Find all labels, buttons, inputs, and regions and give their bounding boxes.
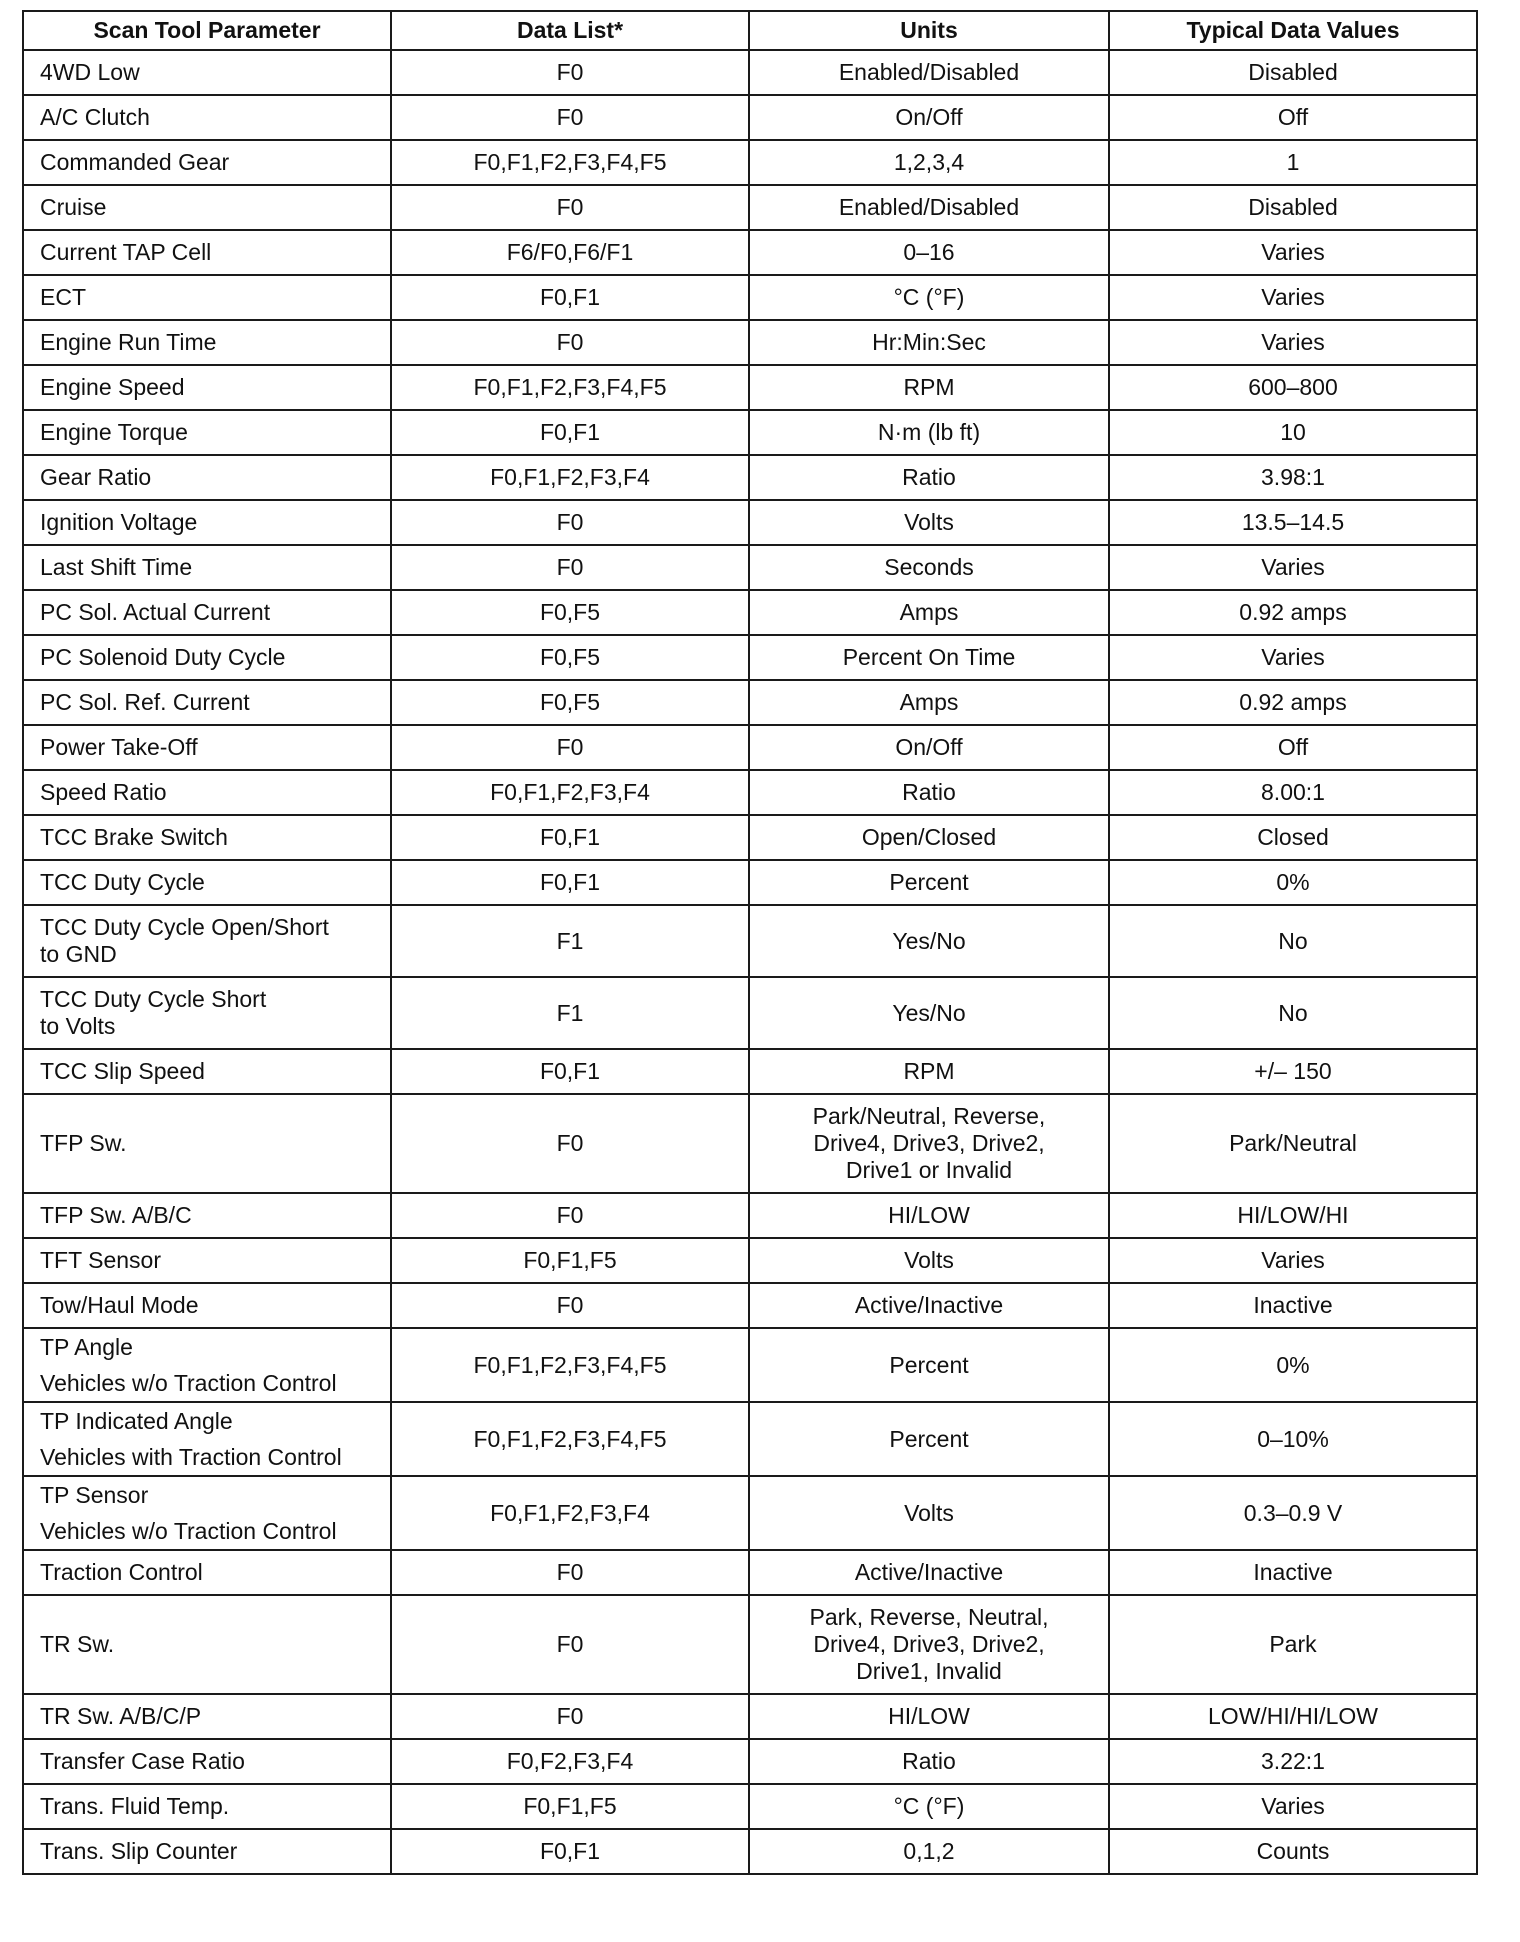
cell-data-list: F0,F1,F5: [391, 1784, 749, 1829]
table-row: [23, 455, 1477, 500]
table-row: [23, 1094, 1477, 1193]
cell-typical-value: Varies: [1109, 320, 1477, 365]
cell-parameter: PC Sol. Ref. Current: [23, 680, 391, 725]
cell-data-list: F0,F2,F3,F4: [391, 1739, 749, 1784]
cell-data-list: F0,F5: [391, 590, 749, 635]
table-header: [23, 11, 1477, 50]
cell-units: 0,1,2: [749, 1829, 1109, 1874]
cell-units: N·m (lb ft): [749, 410, 1109, 455]
cell-data-list: F0,F1: [391, 1829, 749, 1874]
table-row: [23, 1829, 1477, 1874]
cell-typical-value: Off: [1109, 95, 1477, 140]
cell-parameter: TP Angle Vehicles w/o Traction Control: [23, 1328, 391, 1402]
cell-data-list: F1: [391, 977, 749, 1049]
cell-data-list: F0: [391, 1283, 749, 1328]
cell-typical-value: 3.22:1: [1109, 1739, 1477, 1784]
cell-units: Open/Closed: [749, 815, 1109, 860]
cell-units: Ratio: [749, 455, 1109, 500]
cell-parameter: Traction Control: [23, 1550, 391, 1595]
cell-data-list: F0,F5: [391, 635, 749, 680]
cell-typical-value: +/– 150: [1109, 1049, 1477, 1094]
cell-typical-value: Closed: [1109, 815, 1477, 860]
header-scan-tool-parameter: Scan Tool Parameter: [23, 11, 391, 50]
cell-parameter: TCC Slip Speed: [23, 1049, 391, 1094]
table-row: [23, 365, 1477, 410]
cell-units: Volts: [749, 500, 1109, 545]
cell-typical-value: Counts: [1109, 1829, 1477, 1874]
cell-units: 1,2,3,4: [749, 140, 1109, 185]
cell-units: Percent: [749, 1328, 1109, 1402]
cell-parameter: TP Indicated Angle Vehicles with Traction Control: [23, 1402, 391, 1476]
header-units: Units: [749, 11, 1109, 50]
cell-units: HI/LOW: [749, 1193, 1109, 1238]
cell-data-list: F0,F1,F2,F3,F4: [391, 1476, 749, 1550]
cell-data-list: F0: [391, 545, 749, 590]
cell-units: Park/Neutral, Reverse, Drive4, Drive3, Drive2, Drive1 or Invalid: [749, 1094, 1109, 1193]
cell-parameter: TFP Sw.: [23, 1094, 391, 1193]
cell-units: Ratio: [749, 1739, 1109, 1784]
cell-parameter: TP Sensor Vehicles w/o Traction Control: [23, 1476, 391, 1550]
cell-typical-value: 0.92 amps: [1109, 680, 1477, 725]
cell-typical-value: 0.92 amps: [1109, 590, 1477, 635]
cell-units: Percent: [749, 860, 1109, 905]
cell-typical-value: Varies: [1109, 1784, 1477, 1829]
table-row: [23, 905, 1477, 977]
table-row: [23, 1238, 1477, 1283]
cell-parameter: Tow/Haul Mode: [23, 1283, 391, 1328]
table-row: [23, 140, 1477, 185]
cell-units: HI/LOW: [749, 1694, 1109, 1739]
cell-typical-value: Varies: [1109, 635, 1477, 680]
cell-units: RPM: [749, 1049, 1109, 1094]
table-row: [23, 1283, 1477, 1328]
cell-units: °C (°F): [749, 275, 1109, 320]
cell-parameter: TCC Duty Cycle Open/Short to GND: [23, 905, 391, 977]
cell-data-list: F0: [391, 185, 749, 230]
cell-parameter: Power Take-Off: [23, 725, 391, 770]
cell-parameter: TCC Duty Cycle Short to Volts: [23, 977, 391, 1049]
cell-typical-value: LOW/HI/HI/LOW: [1109, 1694, 1477, 1739]
table-row: [23, 590, 1477, 635]
cell-typical-value: Varies: [1109, 230, 1477, 275]
table-row: [23, 1476, 1477, 1550]
cell-units: Amps: [749, 680, 1109, 725]
cell-typical-value: Inactive: [1109, 1550, 1477, 1595]
cell-parameter: TCC Duty Cycle: [23, 860, 391, 905]
cell-data-list: F0,F1: [391, 1049, 749, 1094]
cell-data-list: F0: [391, 1595, 749, 1694]
cell-parameter: A/C Clutch: [23, 95, 391, 140]
cell-typical-value: Off: [1109, 725, 1477, 770]
cell-units: °C (°F): [749, 1784, 1109, 1829]
cell-units: Park, Reverse, Neutral, Drive4, Drive3, Drive2, Drive1, Invalid: [749, 1595, 1109, 1694]
cell-data-list: F0: [391, 500, 749, 545]
table-row: [23, 1402, 1477, 1476]
table-row: [23, 275, 1477, 320]
cell-parameter: Gear Ratio: [23, 455, 391, 500]
cell-units: Seconds: [749, 545, 1109, 590]
cell-parameter: ECT: [23, 275, 391, 320]
cell-units: On/Off: [749, 95, 1109, 140]
table-row: [23, 977, 1477, 1049]
cell-parameter: Engine Run Time: [23, 320, 391, 365]
table-row: [23, 1193, 1477, 1238]
cell-units: Ratio: [749, 770, 1109, 815]
cell-parameter: Current TAP Cell: [23, 230, 391, 275]
cell-units: RPM: [749, 365, 1109, 410]
cell-units: On/Off: [749, 725, 1109, 770]
cell-parameter: TR Sw.: [23, 1595, 391, 1694]
table-row: [23, 725, 1477, 770]
cell-units: Volts: [749, 1476, 1109, 1550]
table-row: [23, 545, 1477, 590]
cell-data-list: F0,F1: [391, 860, 749, 905]
cell-data-list: F0: [391, 1550, 749, 1595]
cell-parameter: PC Sol. Actual Current: [23, 590, 391, 635]
table-row: [23, 1784, 1477, 1829]
table-row: [23, 50, 1477, 95]
table-row: [23, 410, 1477, 455]
cell-typical-value: 13.5–14.5: [1109, 500, 1477, 545]
cell-parameter: Trans. Fluid Temp.: [23, 1784, 391, 1829]
cell-parameter: Last Shift Time: [23, 545, 391, 590]
cell-typical-value: No: [1109, 905, 1477, 977]
cell-typical-value: Disabled: [1109, 50, 1477, 95]
cell-units: Active/Inactive: [749, 1283, 1109, 1328]
cell-typical-value: Disabled: [1109, 185, 1477, 230]
cell-typical-value: HI/LOW/HI: [1109, 1193, 1477, 1238]
cell-typical-value: 3.98:1: [1109, 455, 1477, 500]
table-row: [23, 1694, 1477, 1739]
cell-data-list: F0,F1: [391, 410, 749, 455]
cell-data-list: F0,F1,F5: [391, 1238, 749, 1283]
cell-units: Yes/No: [749, 905, 1109, 977]
header-data-list: Data List*: [391, 11, 749, 50]
cell-data-list: F0,F1,F2,F3,F4,F5: [391, 1328, 749, 1402]
cell-typical-value: Varies: [1109, 1238, 1477, 1283]
cell-units: Amps: [749, 590, 1109, 635]
cell-typical-value: 0%: [1109, 1328, 1477, 1402]
cell-typical-value: No: [1109, 977, 1477, 1049]
cell-parameter: 4WD Low: [23, 50, 391, 95]
table-row: [23, 680, 1477, 725]
cell-parameter: TFP Sw. A/B/C: [23, 1193, 391, 1238]
cell-typical-value: 10: [1109, 410, 1477, 455]
cell-parameter: Trans. Slip Counter: [23, 1829, 391, 1874]
cell-data-list: F0: [391, 1694, 749, 1739]
cell-data-list: F6/F0,F6/F1: [391, 230, 749, 275]
cell-typical-value: Inactive: [1109, 1283, 1477, 1328]
table-row: [23, 635, 1477, 680]
cell-parameter: Speed Ratio: [23, 770, 391, 815]
cell-data-list: F0,F1,F2,F3,F4,F5: [391, 1402, 749, 1476]
cell-data-list: F0,F1,F2,F3,F4,F5: [391, 365, 749, 410]
table-row: [23, 1328, 1477, 1402]
cell-data-list: F0: [391, 320, 749, 365]
table-row: [23, 1049, 1477, 1094]
cell-data-list: F0: [391, 1094, 749, 1193]
cell-typical-value: Park/Neutral: [1109, 1094, 1477, 1193]
cell-parameter: PC Solenoid Duty Cycle: [23, 635, 391, 680]
cell-parameter: Ignition Voltage: [23, 500, 391, 545]
cell-data-list: F0,F1: [391, 275, 749, 320]
cell-data-list: F0: [391, 725, 749, 770]
cell-data-list: F1: [391, 905, 749, 977]
cell-units: 0–16: [749, 230, 1109, 275]
cell-typical-value: 600–800: [1109, 365, 1477, 410]
cell-typical-value: 0–10%: [1109, 1402, 1477, 1476]
cell-units: Volts: [749, 1238, 1109, 1283]
header-typical-data-values: Typical Data Values: [1109, 11, 1477, 50]
cell-data-list: F0: [391, 1193, 749, 1238]
cell-parameter: Engine Torque: [23, 410, 391, 455]
cell-typical-value: 0.3–0.9 V: [1109, 1476, 1477, 1550]
cell-units: Hr:Min:Sec: [749, 320, 1109, 365]
cell-units: Percent On Time: [749, 635, 1109, 680]
cell-units: Percent: [749, 1402, 1109, 1476]
cell-data-list: F0: [391, 50, 749, 95]
cell-typical-value: 1: [1109, 140, 1477, 185]
cell-data-list: F0,F1,F2,F3,F4: [391, 770, 749, 815]
cell-data-list: F0: [391, 95, 749, 140]
table-row: [23, 185, 1477, 230]
header-row: [23, 11, 1477, 50]
table-row: [23, 500, 1477, 545]
cell-data-list: F0,F1,F2,F3,F4: [391, 455, 749, 500]
table-row: [23, 95, 1477, 140]
cell-typical-value: Park: [1109, 1595, 1477, 1694]
cell-data-list: F0,F5: [391, 680, 749, 725]
cell-units: Yes/No: [749, 977, 1109, 1049]
table-row: [23, 770, 1477, 815]
cell-units: Enabled/Disabled: [749, 50, 1109, 95]
table-row: [23, 320, 1477, 365]
cell-parameter: Commanded Gear: [23, 140, 391, 185]
table-row: [23, 1550, 1477, 1595]
cell-data-list: F0,F1: [391, 815, 749, 860]
table-row: [23, 815, 1477, 860]
cell-units: Enabled/Disabled: [749, 185, 1109, 230]
cell-typical-value: 0%: [1109, 860, 1477, 905]
table-row: [23, 1595, 1477, 1694]
cell-typical-value: 8.00:1: [1109, 770, 1477, 815]
table-body: [23, 50, 1477, 1874]
cell-parameter: TCC Brake Switch: [23, 815, 391, 860]
table-row: [23, 230, 1477, 275]
cell-units: Active/Inactive: [749, 1550, 1109, 1595]
cell-parameter: TR Sw. A/B/C/P: [23, 1694, 391, 1739]
scan-tool-data-table: [22, 10, 1478, 1875]
cell-typical-value: Varies: [1109, 545, 1477, 590]
cell-parameter: Cruise: [23, 185, 391, 230]
table-row: [23, 860, 1477, 905]
cell-parameter: Transfer Case Ratio: [23, 1739, 391, 1784]
cell-data-list: F0,F1,F2,F3,F4,F5: [391, 140, 749, 185]
cell-parameter: TFT Sensor: [23, 1238, 391, 1283]
cell-parameter: Engine Speed: [23, 365, 391, 410]
table-row: [23, 1739, 1477, 1784]
cell-typical-value: Varies: [1109, 275, 1477, 320]
